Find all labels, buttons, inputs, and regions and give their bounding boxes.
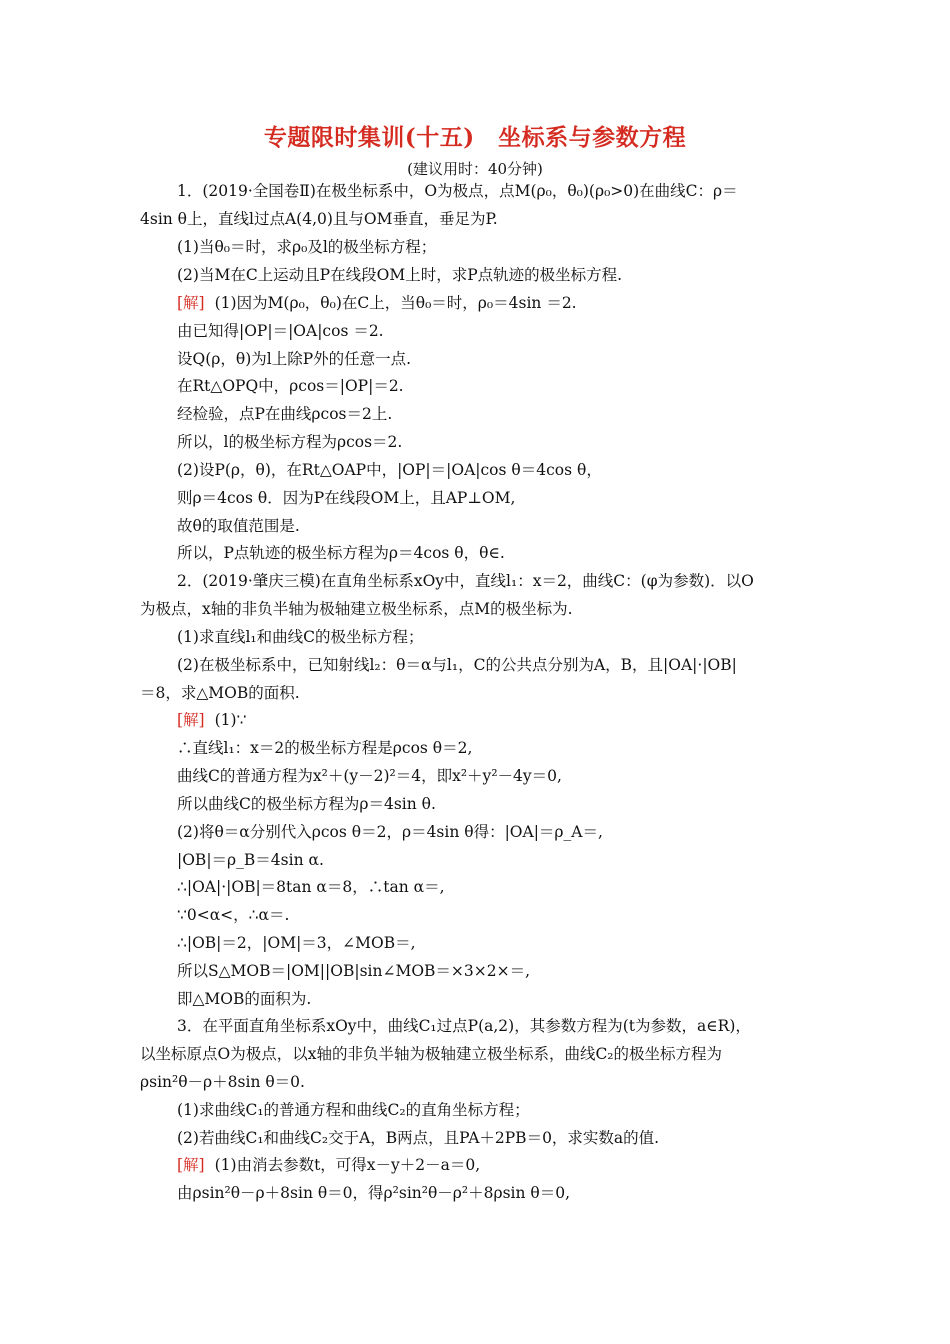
solution-line [177, 708, 246, 732]
text-line: (1)当θ₀＝时，求ρ₀及l的极坐标方程； [177, 238, 437, 256]
text-line: 4sin θ上，直线l过点A(4,0)且与OM垂直，垂足为P. [140, 210, 498, 228]
text-line: (1)由消去参数t，可得x－y＋2－a＝0, [214, 1156, 481, 1174]
text-line: (1)因为M(ρ₀，θ₀)在C上，当θ₀＝时，ρ₀＝4sin ＝2. [214, 294, 577, 312]
text-line: ∴|OB|＝2，|OM|＝3，∠MOB＝, [177, 934, 416, 952]
text-line: |OB|＝ρ_B＝4sin α. [177, 851, 324, 869]
text-line: 在Rt△OPQ中，ρcos＝|OP|＝2. [177, 377, 404, 395]
text-line: 所以，l的极坐标方程为ρcos＝2. [177, 433, 403, 451]
text-line: (1)求曲线C₁的普通方程和曲线C₂的直角坐标方程； [177, 1101, 530, 1119]
text-line: 故θ的取值范围是. [177, 517, 300, 535]
solution-tag: [解] [177, 294, 205, 312]
text-line: 所以，P点轨迹的极坐标方程为ρ＝4cos θ，θ∈. [177, 544, 505, 562]
text-line: 由已知得|OP|＝|OA|cos ＝2. [177, 322, 384, 340]
text-line: (2)当M在C上运动且P在线段OM上时，求P点轨迹的极坐标方程. [177, 266, 623, 284]
text-line: (1)求直线l₁和曲线C的极坐标方程； [177, 628, 424, 646]
text-line: 所以S△MOB＝|OM||OB|sin∠MOB＝×3×2×＝, [177, 962, 531, 980]
text-line: 设Q(ρ，θ)为l上除P外的任意一点. [177, 350, 412, 368]
text-line: (2)设P(ρ，θ)，在Rt△OAP中，|OP|＝|OA|cos θ＝4cos θ， [177, 461, 602, 479]
text-line: 3．在平面直角坐标系xOy中，曲线C₁过点P(a,2)，其参数方程为(t为参数，a∈R)， [177, 1017, 751, 1035]
text-line: ∴|OA|·|OB|＝8tan α＝8，∴tan α＝, [177, 878, 445, 896]
solution-tag: [解] [177, 1156, 205, 1174]
text-line: 为极点，x轴的非负半轴为极轴建立极坐标系，点M的极坐标为. [140, 600, 573, 618]
text-line: 1．(2019·全国卷Ⅱ)在极坐标系中，O为极点，点M(ρ₀，θ₀)(ρ₀>0)在曲线C：ρ＝ [177, 182, 738, 200]
solution-line [177, 1153, 480, 1177]
text-line: ∴直线l₁：x＝2的极坐标方程是ρcos θ＝2, [177, 739, 473, 757]
text-line: 所以曲线C的极坐标方程为ρ＝4sin θ. [177, 795, 436, 813]
text-line: 则ρ＝4cos θ．因为P在线段OM上，且AP⊥OM, [177, 489, 516, 507]
document-title: 专题限时集训(十五) 坐标系与参数方程 [263, 124, 687, 151]
text-line: (2)将θ＝α分别代入ρcos θ＝2，ρ＝4sin θ得：|OA|＝ρ_A＝, [177, 823, 603, 841]
suggested-time: (建议用时：40分钟) [407, 160, 543, 178]
text-line: (1)∵ [214, 711, 247, 729]
text-line: (2)若曲线C₁和曲线C₂交于A，B两点，且PA＋2PB＝0，求实数a的值. [177, 1129, 660, 1147]
text-line: ＝8，求△MOB的面积. [140, 684, 300, 702]
solution-line [177, 291, 577, 315]
text-line: ρsin²θ－ρ＋8sin θ＝0. [140, 1073, 305, 1091]
text-line: 曲线C的普通方程为x²＋(y－2)²＝4，即x²＋y²－4y＝0, [177, 767, 562, 785]
solution-tag: [解] [177, 711, 205, 729]
text-line: 由ρsin²θ－ρ＋8sin θ＝0，得ρ²sin²θ－ρ²＋8ρsin θ＝0, [177, 1184, 571, 1202]
text-line: 经检验，点P在曲线ρcos＝2上. [177, 405, 393, 423]
text-line: 2．(2019·肇庆三模)在直角坐标系xOy中，直线l₁：x＝2，曲线C：(φ为参数)．以O [177, 572, 754, 590]
text-line: 即△MOB的面积为. [177, 990, 312, 1008]
text-line: ∵0<α<，∴α＝. [177, 906, 290, 924]
text-line: 以坐标原点O为极点，以x轴的非负半轴为极轴建立极坐标系，曲线C₂的极坐标方程为 [140, 1045, 723, 1063]
text-line: (2)在极坐标系中，已知射线l₂：θ＝α与l₁，C的公共点分别为A，B，且|OA|·|OB| [177, 656, 737, 674]
